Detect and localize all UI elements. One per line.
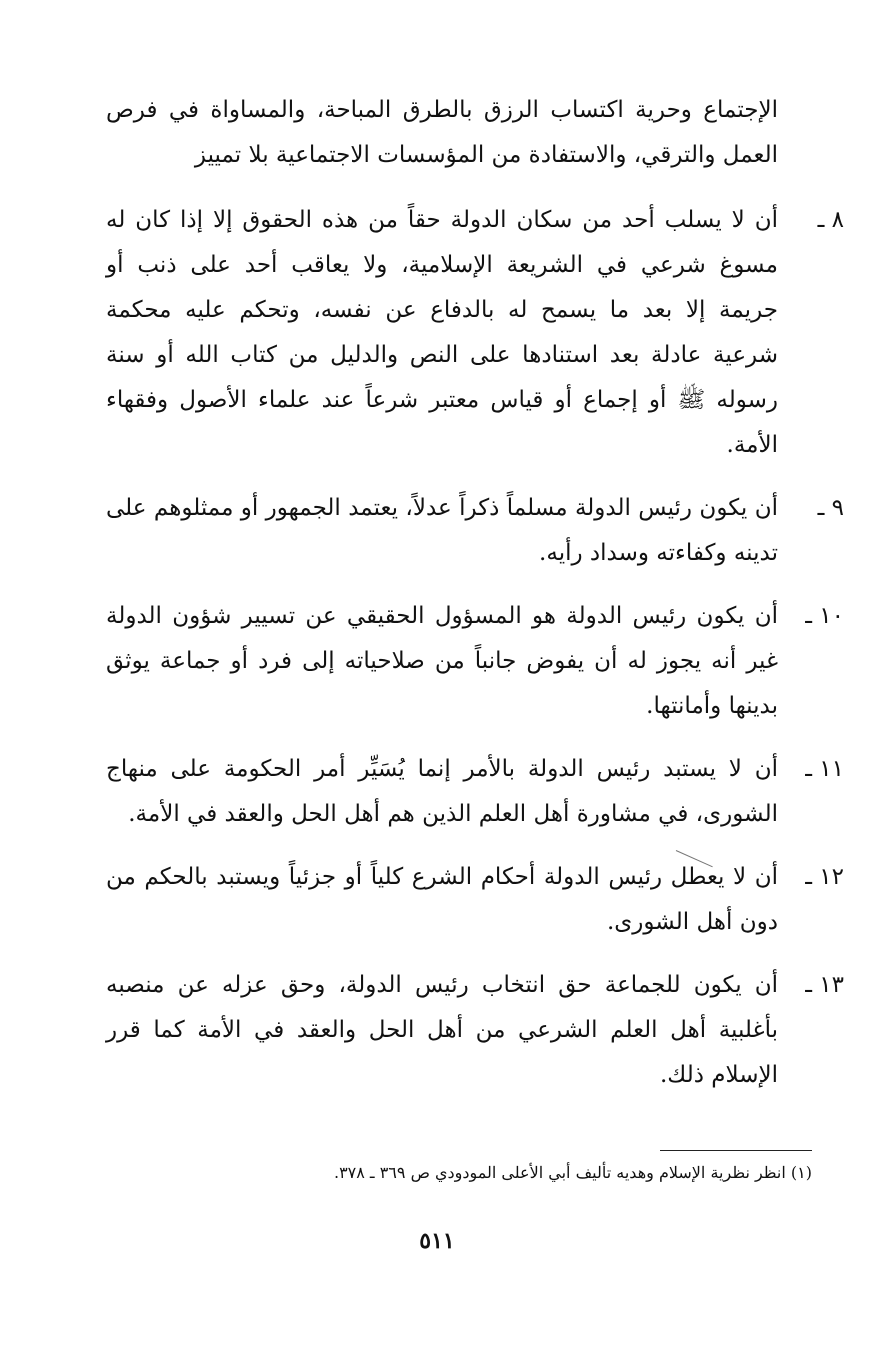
footnote-divider: [660, 1150, 812, 1151]
list-item-13: [106, 963, 844, 1098]
page-number: ٥١١: [419, 1228, 455, 1254]
list-item-12: [106, 855, 844, 945]
item-number: ١١ ـ: [805, 756, 844, 782]
item-text: أن لا يعطل رئيس الدولة أحكام الشرع كلياً أو جزئياً ويستبد بالحكم من دون أهل الشورى.: [106, 864, 778, 935]
item-text: أن يكون رئيس الدولة مسلماً ذكراً عدلاً، يعتمد الجمهور أو ممثلوهم على تدينه وكفاءته وسداد رأيه.: [106, 495, 778, 566]
page-body: [106, 88, 844, 1116]
list-item-10: [106, 594, 844, 729]
item-text: أن لا يستبد رئيس الدولة بالأمر إنما يُسَيِّر أمر الحكومة على منهاج الشورى، في مشاورة أهل العلم الذين هم أهل الحل والعقد في الأمة.: [106, 756, 778, 827]
item-text: أن يكون للجماعة حق انتخاب رئيس الدولة، وحق عزله عن منصبه بأغلبية أهل العلم الشرعي من أهل الحل والعقد في الأمة كما قرر الإسلام ذلك.: [106, 972, 778, 1088]
item-number: ١٠ ـ: [805, 603, 844, 629]
item-text: أن يكون رئيس الدولة هو المسؤول الحقيقي عن تسيير شؤون الدولة غير أنه يجوز له أن يفوض جانباً من صلاحياته إلى فرد أو جماعة يوثق بدينها وأمانتها.: [106, 603, 778, 719]
item-text: أن لا يسلب أحد من سكان الدولة حقاً من هذه الحقوق إلا إذا كان له مسوغ شرعي في الشريعة الإسلامية، ولا يعاقب أحد على ذنب أو جريمة إلا بعد ما يسمح له بالدفاع عن نفسه، وتحكم عليه محكمة شرعية عادلة بعد استنادها على النص والدليل من كتاب الله أو سنة رسوله ﷺ أو إجماع أو قياس معتبر شرعاً عند علماء الأصول وفقهاء الأمة.: [106, 207, 778, 458]
list-item-11: [106, 747, 844, 837]
item-number: ٩ ـ: [817, 495, 844, 521]
item-number: ١٢ ـ: [805, 864, 844, 890]
intro-paragraph: الإجتماع وحرية اكتساب الرزق بالطرق المباحة، والمساواة في فرص العمل والترقي، والاستفادة من المؤسسات الاجتماعية بلا تمييز: [106, 97, 778, 168]
list-item-8: [106, 198, 844, 468]
footnote: (١) انظر نظرية الإسلام وهديه تأليف أبي الأعلى المودودي ص ٣٦٩ ـ ٣٧٨.: [333, 1163, 812, 1182]
list-item-9: [106, 486, 844, 576]
item-number: ٨ ـ: [817, 207, 844, 233]
item-number: ١٣ ـ: [805, 972, 844, 998]
